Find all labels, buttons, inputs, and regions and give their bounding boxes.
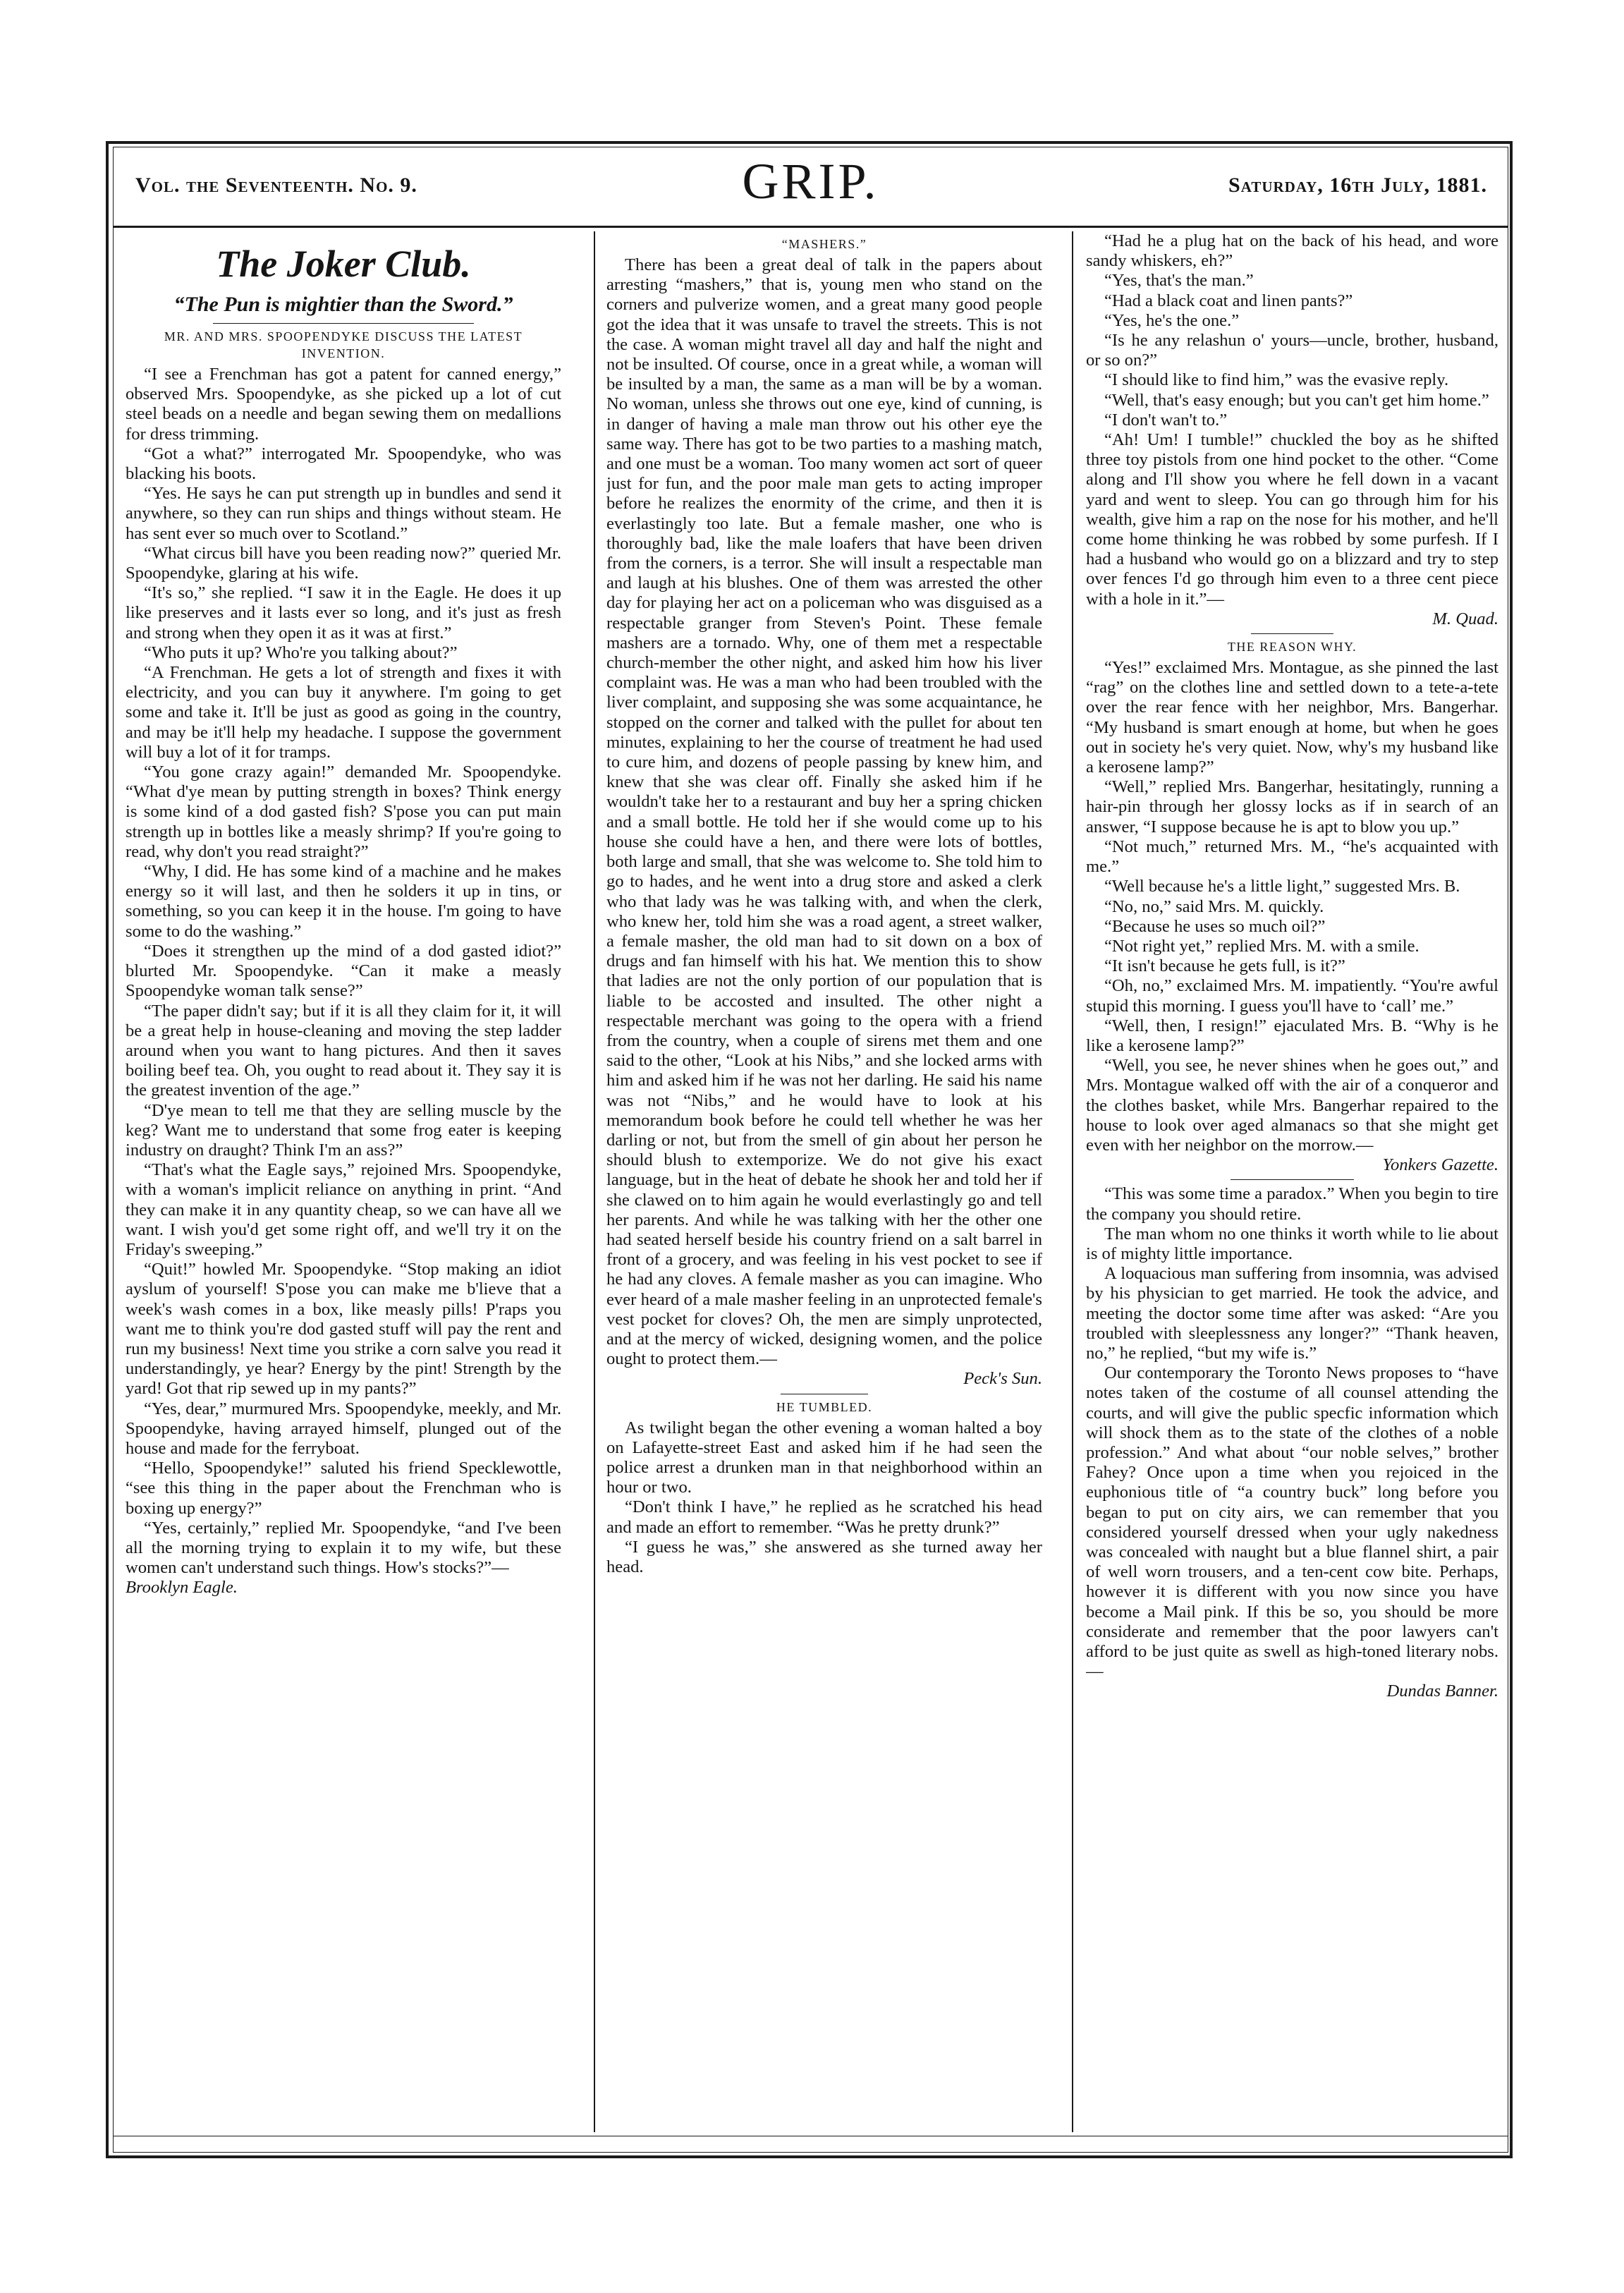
column-3 [1086, 231, 1498, 2136]
divider [213, 323, 475, 324]
citation: Dundas Banner. [1386, 1681, 1498, 1701]
paragraph: “I see a Frenchman has got a patent for canned energy,” observed Mrs. Spoopendyke, as she picked up a lot of cut steel beads on a needle and began sewing them on medallions for dress trimming. [126, 365, 561, 444]
paragraph: “No, no,” said Mrs. M. quickly. [1104, 896, 1324, 916]
newspaper-title: GRIP. [742, 153, 879, 209]
divider [1251, 633, 1333, 634]
column-2 [606, 231, 1042, 2136]
masthead-rule [113, 226, 1508, 228]
paragraph: “I don't wan't to.” [1104, 410, 1228, 430]
paragraph: “Had he a plug hat on the back of his head, and wore sandy whiskers, eh?” [1086, 231, 1498, 271]
paragraph: “Had a black coat and linen pants?” [1104, 291, 1353, 310]
issue-date: Saturday, 16th July, 1881. [1228, 174, 1487, 197]
column-divider [594, 231, 595, 2132]
citation: Peck's Sun. [963, 1369, 1042, 1389]
paragraph: “This was some time a paradox.” When you begin to tire the company you should retire. [1086, 1184, 1498, 1224]
paragraph: “Not right yet,” replied Mrs. M. with a smile. [1104, 936, 1420, 956]
paragraph: “It isn't because he gets full, is it?” [1104, 956, 1345, 976]
paragraph: “Hello, Spoopendyke!” saluted his friend Specklewottle, “see this thing in the paper about the Frenchman who is boxing up energy?” [126, 1459, 561, 1518]
section-motto: “The Pun is mightier than the Sword.” [173, 293, 513, 316]
paragraph: “Yes. He says he can put strength up in bundles and send it anywhere, so they can run ships and things without steam. He has sent ever so much over to Scotland.” [126, 484, 561, 543]
paragraph: “D'ye mean to tell me that they are selling muscle by the keg? Want me to understand that some frog eater is keeping industry on draught? Think I'm an ass?” [126, 1100, 561, 1160]
citation: Brooklyn Eagle. [126, 1578, 238, 1598]
paragraph: “Well,” replied Mrs. Bangerhar, hesitatingly, running a hair-pin through her glossy locks as if in search of an answer, “I suppose because he is apt to blow you up.” [1086, 777, 1498, 837]
paragraph: “Don't think I have,” he replied as he scratched his head and made an effort to remember. “Was he pretty drunk?” [606, 1497, 1042, 1537]
column-divider [1072, 231, 1073, 2132]
citation: Yonkers Gazette. [1382, 1155, 1498, 1175]
article-heading: HE TUMBLED. [776, 1399, 873, 1414]
masthead [113, 147, 1508, 231]
paragraph: “Well, that's easy enough; but you can't get him home.” [1104, 390, 1489, 410]
paragraph: There has been a great deal of talk in the papers about arresting “mashers,” that is, young men who stand on the corners and pulverize women, and a great many good people got the idea that it was unsafe to travel the streets. This is not the case. A woman might travel all day and half the night and not be insulted. Of course, once in a great while, a woman will be insulted by a man, the same as a man will be by a woman. No woman, unless she throws out one eye, kind of cunning, is in danger of having a male man throw out his other eye the same way. There has got to be two parties to a mashing match, and one must be a woman. Too many women act sort of queer just for fun, and the poor male man gets to acting improper before he realizes the enormity of the crime, and then it is everlastingly too late. But a female masher, one who is thoroughly bad, like the male loafers that have been driven from the corners, is a terror. She will insult a respectable man and laugh at his blushes. One of them was arrested the other day for playing her act on a policeman who was disguised as a respectable granger from Steven's Point. These female mashers are a tornado. Why, one of them met a respectable church-member the other night, and asked him how his liver complaint was. He was a man who had been troubled with the liver complaint, and supposing she was some acquaintance, he stopped on the corner and talked with the pullet for about ten minutes, explaining to her the course of treatment he had used to cure him, and dozens of people passing by knew him, and knew that she was clear off. Finally she asked him if he wouldn't take her to a restaurant and buy her a spring chicken and a small bottle. He told her if she would come up to his house she could have a hen, and there were lots of bottles, both large and small, that she was welcome to. She told him to go to hades, and he went into a drug store and asked a clerk who that lady was he was talking with, and when the clerk, who knew her, told him she was a road agent, a street walker, a female masher, the old man had to sit down on a box of drugs and fan himself with his hat. We mention this to show that ladies are not the only portion of our population that is liable to be accosted and insulted. The other night a respectable merchant was going to the opera with a friend from the country, when a couple of sirens met them and one said to the other, “Look at his Nibs,” and she locked arms with him and asked him if he was not her darling. He said his name was not “Nibs,” and he would have to look at his memorandum book before he could tell whether he was her darling or not, but from the smell of gin about her person he should blush to extemporize. We do not give his exact language, but in the heat of debate he shook her and told her if she clawed on to him again he would everlastingly go and tell her parents. And while he was talking with her the other one had seated herself beside his country friend on a salt barrel in front of a grocery, and was feeling in his vest pocket to see if he had any cloves. A female masher as you can imagine. Who ever heard of a male masher feeling in an unprotected female's vest pocket for cloves? Oh, the men are simply unprotected, and at the mercy of wicked, designing women, and the police ought to protect them.— [606, 255, 1042, 1369]
paragraph: “Does it strengthen up the mind of a dod gasted idiot?” blurted Mr. Spoopendyke. “Can it make a measly Spoopendyke woman talk sense?” [126, 941, 561, 1001]
paragraph: “Yes!” exclaimed Mrs. Montague, as she pinned the last “rag” on the clothes line and settled down to a tete-a-tete over the rear fence with her neighbor, Mrs. Bangerhar. “My husband is smart enough at home, but when he goes out in society he's very quiet. Now, why's my husband like a kerosene lamp?” [1086, 658, 1498, 777]
paragraph: “Who puts it up? Who're you talking about?” [144, 643, 458, 662]
citation: M. Quad. [1432, 609, 1498, 628]
paragraph: The man whom no one thinks it worth while to lie about is of mighty little importance. [1086, 1224, 1498, 1263]
paragraph: “Yes, that's the man.” [1104, 271, 1254, 291]
paragraph: “A Frenchman. He gets a lot of strength and fixes it with electricity, and you can buy it anywhere. I'm going to get some and take it. It'll be just as good as going in the country, and may be it'll help my headache. I suppose the government will buy a lot of it for tramps. [126, 663, 561, 762]
paragraph: “Because he uses so much oil?” [1104, 916, 1326, 936]
section-title: The Joker Club. [216, 243, 471, 285]
paragraph: “Not much,” returned Mrs. M., “he's acquainted with me.” [1086, 837, 1498, 877]
paragraph: “Ah! Um! I tumble!” chuckled the boy as he shifted three toy pistols from one hind pocket to the other. “Come along and I'll show you where he fell down in a vacant yard and went to sleep. You can go through him for his wealth, give him a rap on the nose for his mother, and he'll come home thinking he was robbed by some purfesh. If I had a husband who would go on a blizzard and try to step over fences I'd go through him even to a three cent piece with a hole in it.”— [1086, 430, 1498, 609]
paragraph: “What circus bill have you been reading now?” queried Mr. Spoopendyke, glaring at his wife. [126, 543, 561, 583]
paragraph: “Why, I did. He has some kind of a machine and he makes energy so it will last, and then he solders it up in tins, or something, so you can keep it in the house. I'm going to have some to do the washing.” [126, 862, 561, 941]
paragraph: “Well, you see, he never shines when he goes out,” and Mrs. Montague walked off with the air of a conqueror and the clothes basket, while Mrs. Bangerhar repaired to the house to look over aged almanacs so that she might get even with her neighbor on the morrow.— [1086, 1056, 1498, 1155]
paragraph: “The paper didn't say; but if it is all they claim for it, it will be a great help in house-cleaning and moving the step ladder around when you want to hang pictures. And then it saves boiling beef tea. Oh, you ought to read about it. They say it is the greatest invention of the age.” [126, 1001, 561, 1100]
paragraph: As twilight began the other evening a woman halted a boy on Lafayette-street East and asked him if he had seen the police arrest a drunken man in that neighborhood within an hour or two. [606, 1418, 1042, 1497]
paragraph: “That's what the Eagle says,” rejoined Mrs. Spoopendyke, with a woman's implicit reliance on anything in print. “And they can make it in any quantity cheap, so we can have all we want. I wish you'd get some right off, and we'll try it on the Friday's sweeping.” [126, 1160, 561, 1259]
paragraph: “Well, then, I resign!” ejaculated Mrs. B. “Why is he like a kerosene lamp?” [1086, 1016, 1498, 1055]
paragraph: “I guess he was,” she answered as she turned away her head. [606, 1537, 1042, 1576]
divider [1231, 1179, 1355, 1180]
paragraph: “It's so,” she replied. “I saw it in the Eagle. He does it up like preserves and it lasts ever so long, and it's just as fresh and strong when they open it as it was at first.” [126, 583, 561, 643]
paragraph: “Oh, no,” exclaimed Mrs. M. impatiently. “You're awful stupid this morning. I guess you'll have to ‘call’ me.” [1086, 976, 1498, 1016]
paragraph: A loquacious man suffering from insomnia, was advised by his physician to get married. He took the advice, and meeting the doctor some time after was asked: “Are you troubled with sleeplessness any longer?” “Thank heaven, no,” he replied, “but my wife is.” [1086, 1264, 1498, 1363]
paragraph: “Yes, he's the one.” [1104, 310, 1240, 330]
paragraph: “You gone crazy again!” demanded Mr. Spoopendyke. “What d'ye mean by putting strength in boxes? Think energy is some kind of a dod gasted fish? S'pose you can put main strength up in bottles like a measly shrimp? If you're going to read, why don't you read straight?” [126, 762, 561, 861]
article-heading: THE REASON WHY. [1227, 640, 1357, 655]
volume-line: Vol. the Seventeenth. No. 9. [135, 174, 417, 197]
paragraph: “Quit!” howled Mr. Spoopendyke. “Stop making an idiot ayslum of yourself! S'pose you can make me b'lieve that a week's wash comes in a box, like measly pills! P'raps you want me to think you're dod gasted stuff will pay the rent and run my business! Next time you strike a corn salve you read it understandingly, ye hear? Energy by the pint! Strength by the yard! Got that rip sewed up in my pants?” [126, 1260, 561, 1399]
paragraph: “Got a what?” interrogated Mr. Spoopendyke, who was blacking his boots. [126, 444, 561, 484]
paragraph: “Well because he's a little light,” suggested Mrs. B. [1104, 877, 1460, 896]
paragraph: “Yes, certainly,” replied Mr. Spoopendyke, “and I've been all the morning trying to explain it to my wife, but these women can't understand such things. How's stocks?”— [126, 1518, 561, 1578]
paragraph: “Yes, dear,” murmured Mrs. Spoopendyke, meekly, and Mr. Spoopendyke, having arrayed himself, plunged out of the house and made for the ferryboat. [126, 1399, 561, 1458]
column-1 [126, 231, 561, 2136]
article-heading: “MASHERS.” [781, 237, 867, 251]
paragraph: “Is he any relashun o' yours—uncle, brother, husband, or so on?” [1086, 331, 1498, 370]
paragraph: Our contemporary the Toronto News proposes to “have notes taken of the costume of all counsel attending the courts, and will give the public specfic information which will shock them as to the state of the clothes of a noble profession.” And what about “our noble selves,” brother Fahey? Once upon a time when you rejoiced in the euphonious title of “a country buck” long before you began to put on city airs, we can remember that you considered yourself dressed when your ugly nakedness was concealed with naught but a blue flannel shirt, a pair of well worn trousers, and a ten-cent cow bite. Perhaps, however it is different with you now since you have become a Mail pink. If this be so, you should be more considerate and remember that the poor lawyers can't afford to be just quite as swell as high-toned literary nobs.— [1086, 1363, 1498, 1681]
paragraph: “I should like to find him,” was the evasive reply. [1104, 370, 1449, 390]
article-heading: MR. AND MRS. SPOOPENDYKE DISCUSS THE LATEST INVENTION. [164, 329, 523, 360]
